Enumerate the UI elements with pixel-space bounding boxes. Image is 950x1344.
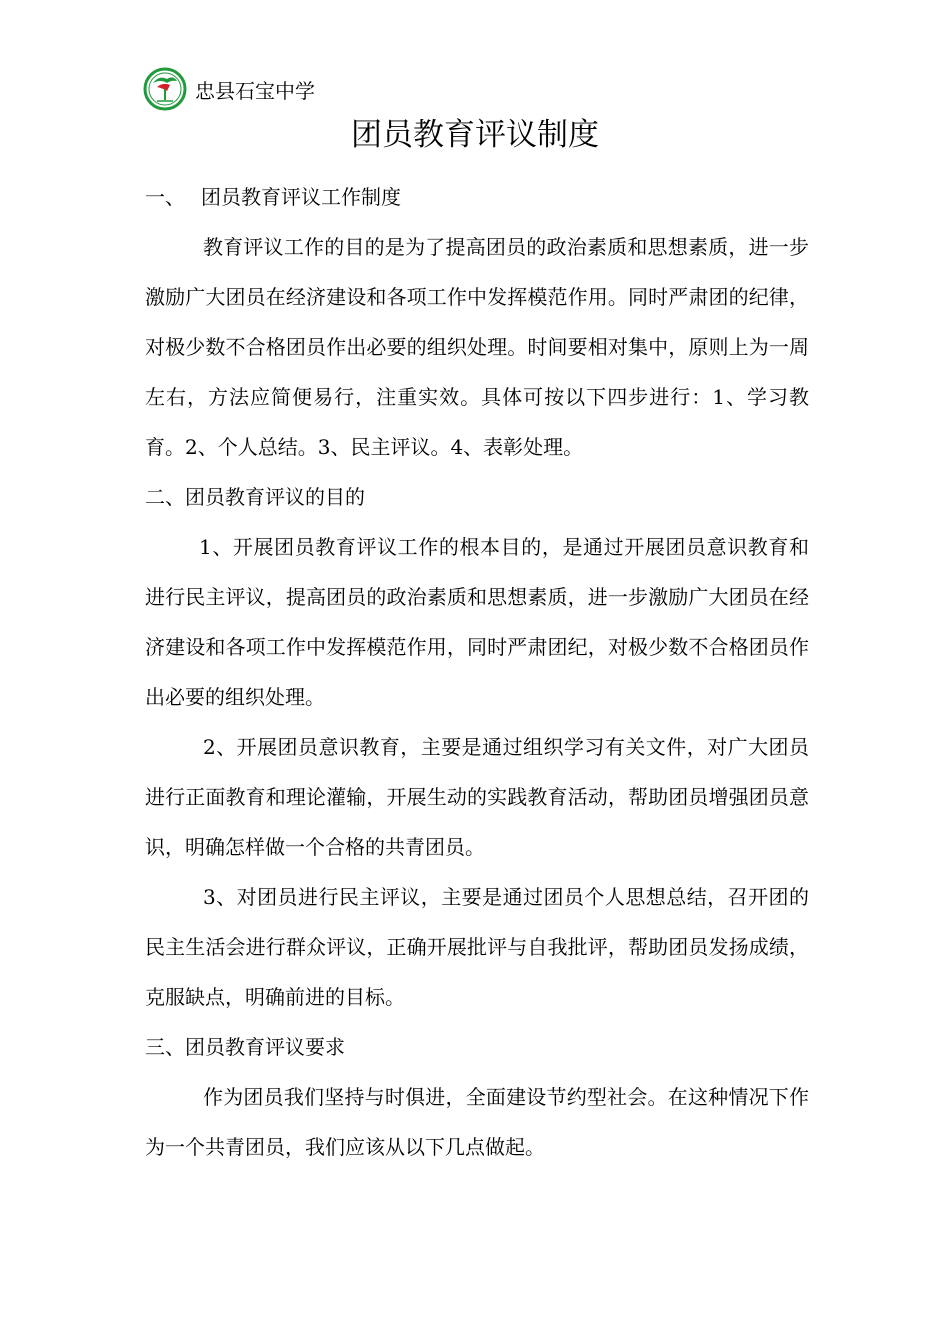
paragraph: 1、开展团员教育评议工作的根本目的，是通过开展团员意识教育和进行民主评议，提高团员的政治素质和思想素质，进一步激励广大团员在经济建设和各项工作中发挥模范作用，同时严肃团纪，对极少数不合格团员作出必要的组织处理。 xyxy=(145,535,809,709)
document-body xyxy=(145,172,809,1172)
section-number-1: 一、 xyxy=(145,185,185,209)
paragraph: 教育评议工作的目的是为了提高团员的政治素质和思想素质，进一步激励广大团员在经济建设和各项工作中发挥模范作用。同时严肃团的纪律，对极少数不合格团员作出必要的组织处理。时间要相对集中，原则上为一周左右，方法应简便易行，注重实效。具体可按以下四步进行：1、学习教育。2、个人总结。3、民主评议。4、表彰处理。 xyxy=(145,235,809,459)
school-emblem-icon xyxy=(143,67,187,111)
paragraph: 作为团员我们坚持与时俱进，全面建设节约型社会。在这种情况下作为一个共青团员，我们应该从以下几点做起。 xyxy=(145,1085,809,1159)
page-header xyxy=(143,66,315,112)
school-name: 忠县石宝中学 xyxy=(195,78,315,103)
section-heading-text-1: 团员教育评议工作制度 xyxy=(201,185,401,209)
section-heading-2: 二、团员教育评议的目的 xyxy=(145,485,365,509)
paragraph: 3、对团员进行民主评议，主要是通过团员个人思想总结，召开团的民主生活会进行群众评议，正确开展批评与自我批评，帮助团员发扬成绩，克服缺点，明确前进的目标。 xyxy=(145,885,809,1009)
section-heading-3: 三、团员教育评议要求 xyxy=(145,1035,345,1059)
page-title: 团员教育评议制度 xyxy=(351,117,599,153)
section-heading-1 xyxy=(145,172,809,222)
paragraph: 2、开展团员意识教育，主要是通过组织学习有关文件，对广大团员进行正面教育和理论灌输，开展生动的实践教育活动，帮助团员增强团员意识，明确怎样做一个合格的共青团员。 xyxy=(145,735,809,859)
